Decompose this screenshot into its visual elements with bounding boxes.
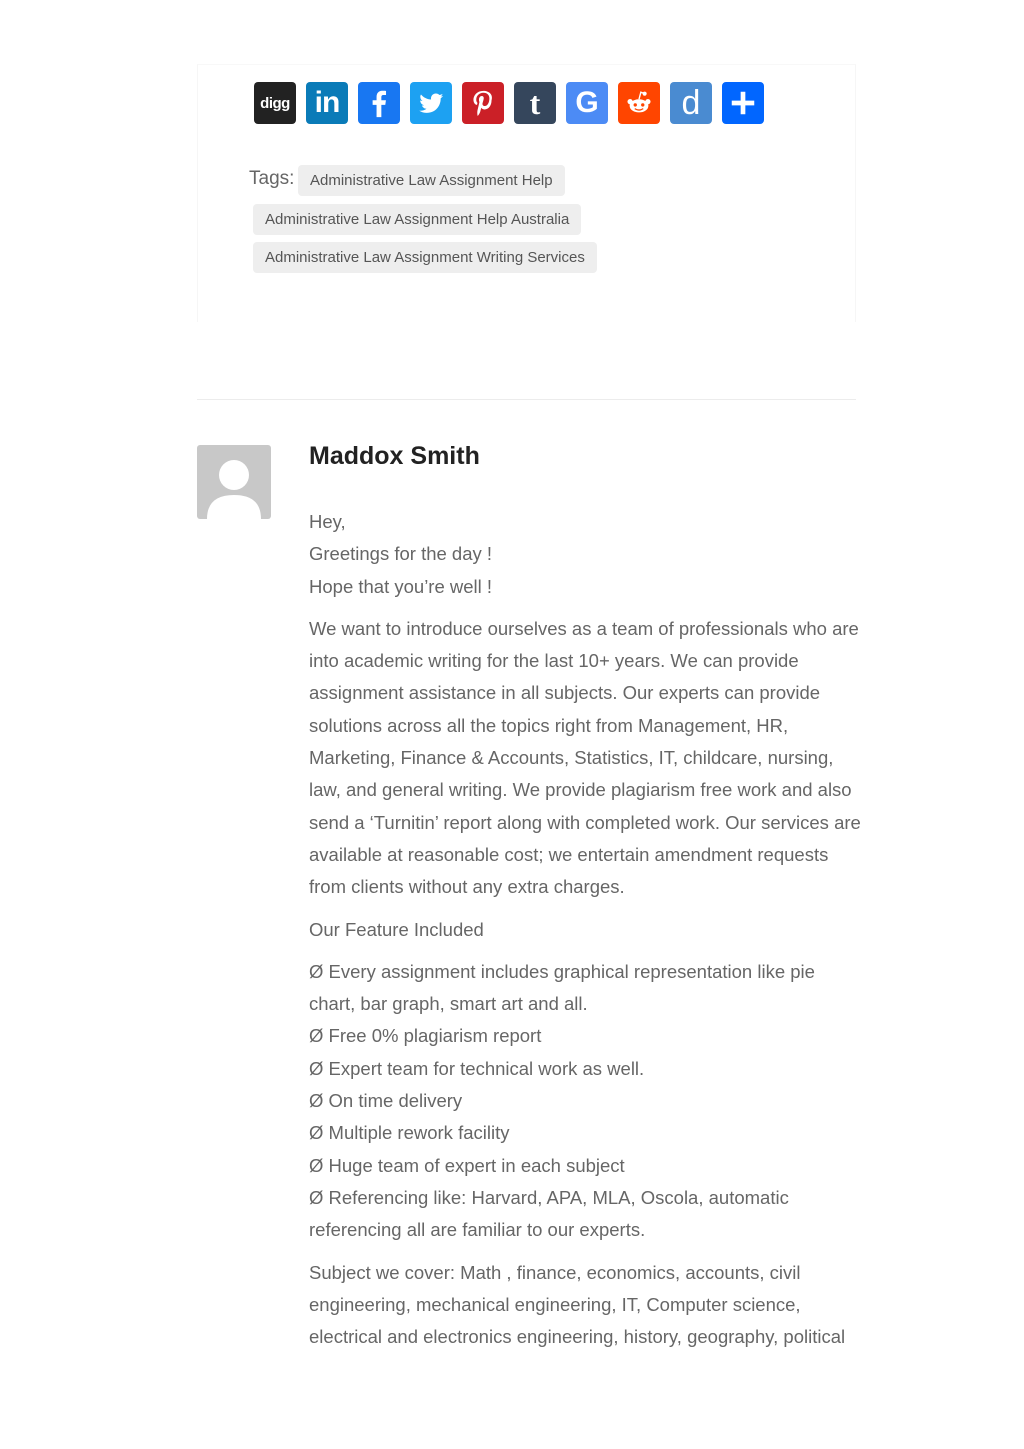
addtoany-share-button[interactable] bbox=[722, 82, 764, 124]
comment-features-list bbox=[309, 956, 859, 1247]
comment-line: Ø Multiple rework facility bbox=[309, 1122, 510, 1144]
comment-line: Marketing, Finance & Accounts, Statistics, IT, childcare, nursing, bbox=[309, 747, 834, 769]
tag-link[interactable]: Administrative Law Assignment Help Australia bbox=[253, 204, 581, 235]
diigo-share-button[interactable] bbox=[670, 82, 712, 124]
comments-divider bbox=[197, 399, 856, 400]
comment-line: electrical and electronics engineering, history, geography, political bbox=[309, 1326, 846, 1348]
facebook-share-button[interactable] bbox=[358, 82, 400, 124]
comment-greeting bbox=[309, 506, 859, 603]
reddit-icon bbox=[624, 88, 654, 118]
comment-features-heading bbox=[309, 914, 859, 946]
comment-line: into academic writing for the last 10+ years. We can provide bbox=[309, 650, 799, 672]
reddit-share-button[interactable] bbox=[618, 82, 660, 124]
pinterest-icon bbox=[468, 88, 498, 118]
comment-line: send a ‘Turnitin’ report along with completed work. Our services are bbox=[309, 811, 861, 833]
linkedin-share-button[interactable] bbox=[306, 82, 348, 124]
comment-line: Our Feature Included bbox=[309, 918, 484, 940]
tumblr-icon: t bbox=[529, 84, 541, 121]
comment-author: Maddox Smith bbox=[309, 442, 480, 470]
comment-line: Hope that you’re well ! bbox=[309, 575, 493, 597]
comment-line: Ø Every assignment includes graphical representation like pie bbox=[309, 960, 815, 982]
twitter-share-button[interactable] bbox=[410, 82, 452, 124]
comment-line: chart, bar graph, smart art and all. bbox=[309, 993, 588, 1015]
linkedin-icon: in bbox=[314, 86, 340, 119]
comment-line: Ø Referencing like: Harvard, APA, MLA, Oscola, automatic bbox=[309, 1186, 789, 1208]
tumblr-share-button[interactable] bbox=[514, 82, 556, 124]
comment-line: from clients without any extra charges. bbox=[309, 876, 625, 898]
comment-line: assignment assistance in all subjects. Our experts can provide bbox=[309, 682, 821, 704]
tag-link[interactable]: Administrative Law Assignment Help bbox=[298, 165, 565, 196]
comment-subjects bbox=[309, 1257, 859, 1354]
share-bar bbox=[254, 82, 764, 124]
comment-line: We want to introduce ourselves as a team of professionals who are bbox=[309, 617, 859, 639]
plus-icon bbox=[728, 88, 758, 118]
comment-line: Ø Expert team for technical work as well. bbox=[309, 1057, 645, 1079]
comment-body bbox=[309, 506, 859, 1363]
twitter-icon bbox=[416, 88, 446, 118]
pinterest-share-button[interactable] bbox=[462, 82, 504, 124]
comment-line: Ø On time delivery bbox=[309, 1090, 463, 1112]
avatar bbox=[197, 445, 271, 519]
comment-intro bbox=[309, 613, 859, 904]
comment-line: law, and general writing. We provide plagiarism free work and also bbox=[309, 779, 852, 801]
comment-line: referencing all are familiar to our experts. bbox=[309, 1219, 646, 1241]
google-icon: G bbox=[575, 86, 599, 119]
comment-line: Subject we cover: Math , finance, economics, accounts, civil bbox=[309, 1261, 801, 1283]
comment-line: Ø Free 0% plagiarism report bbox=[309, 1025, 542, 1047]
diigo-icon: d bbox=[681, 83, 701, 122]
user-icon bbox=[197, 445, 271, 519]
comment-line: Hey, bbox=[309, 511, 346, 532]
tag-link[interactable]: Administrative Law Assignment Writing Services bbox=[253, 242, 597, 273]
digg-icon: digg bbox=[260, 94, 290, 112]
digg-share-button[interactable] bbox=[254, 82, 296, 124]
comment-line: solutions across all the topics right from Management, HR, bbox=[309, 714, 789, 736]
comment-line: Greetings for the day ! bbox=[309, 543, 493, 565]
comment-line: available at reasonable cost; we entertain amendment requests bbox=[309, 843, 829, 865]
google-share-button[interactable] bbox=[566, 82, 608, 124]
comment-line: engineering, mechanical engineering, IT, Computer science, bbox=[309, 1293, 801, 1315]
facebook-icon bbox=[364, 88, 394, 118]
tags-label: Tags: bbox=[249, 168, 295, 189]
comment-line: Ø Huge team of expert in each subject bbox=[309, 1154, 625, 1176]
